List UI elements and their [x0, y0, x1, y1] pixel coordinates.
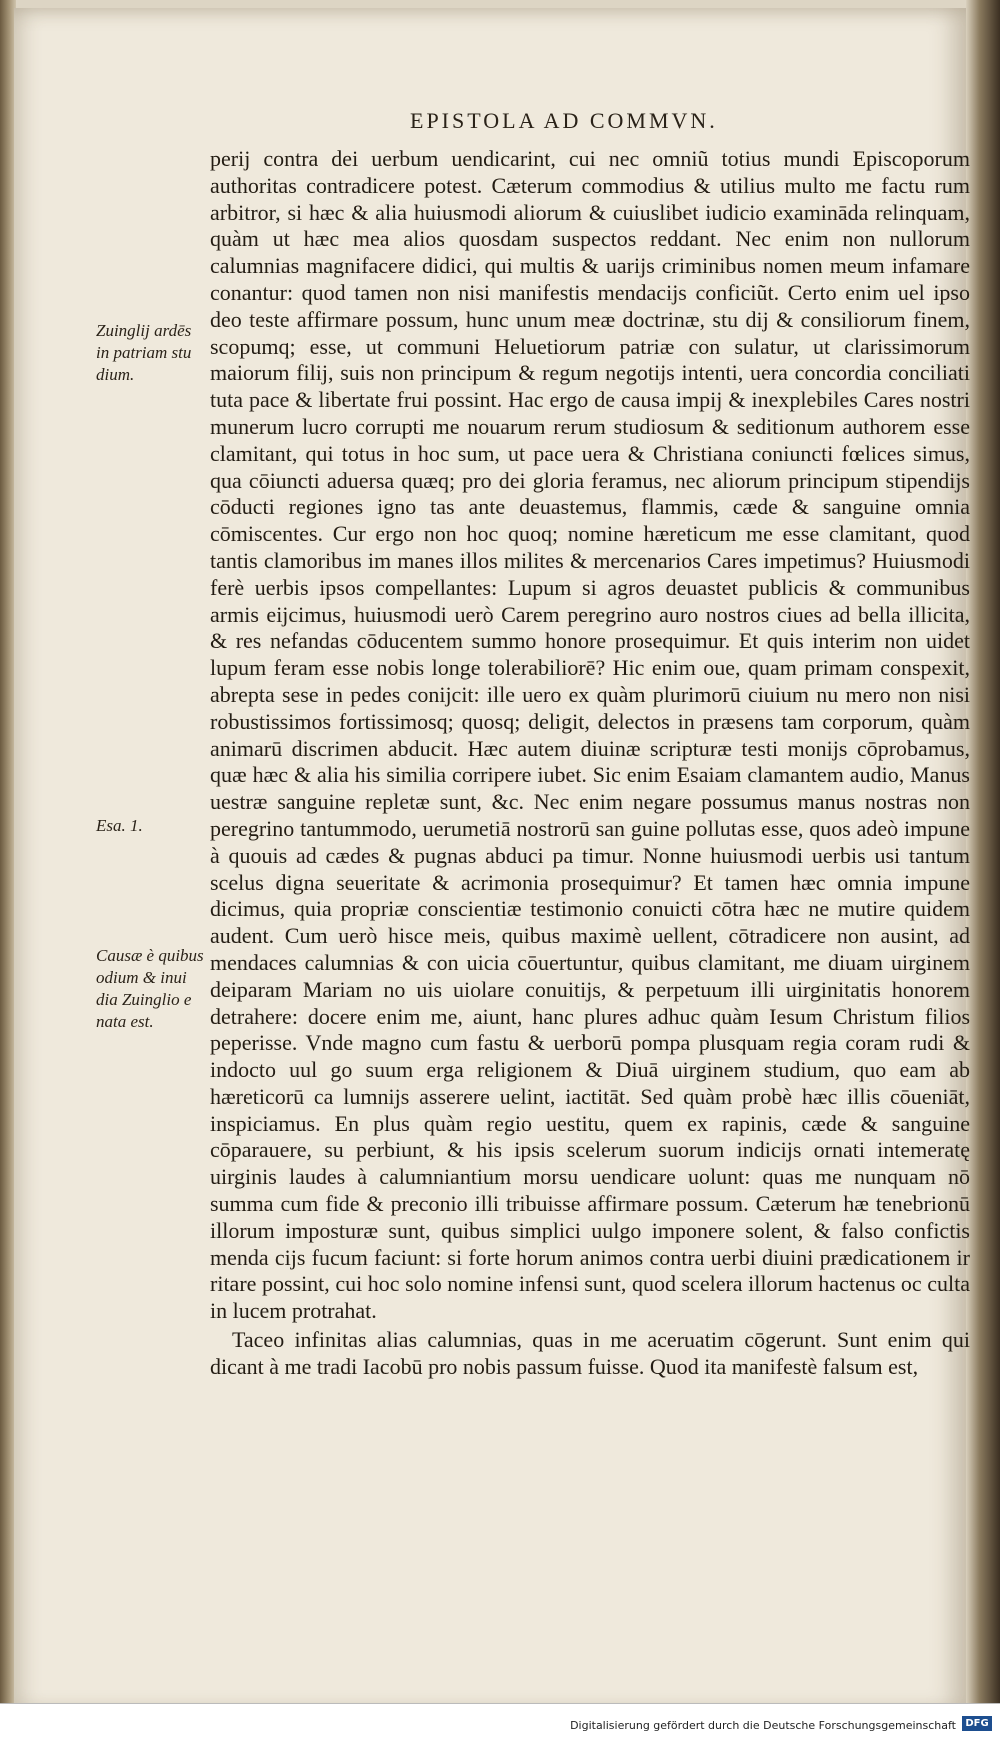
running-head: EPISTOLA AD COMMVN.: [410, 108, 718, 133]
margin-note-causae: Causæ è quibus odium & inui dia Zuinglio e nata est.: [96, 946, 204, 1031]
dfg-logo-icon: DFG: [962, 1716, 992, 1731]
book-edge-right: [966, 0, 1000, 1742]
main-text: [210, 146, 970, 1381]
footer-credit: Digitalisierung gefördert durch die Deutsche Forschungsgemeinschaft: [570, 1719, 956, 1732]
paragraph-1: perij contra dei uerbum uendicarint, cui nec omniũ totius mundi Episcoporum authoritas contradicere potest. Cæterum commodius & utilius multo me factu rum arbitror, si hæc & alia huiusmodi aliorum & cuiuslibet iudicio examināda relinquam, quàm ut hæc mea alios quosdam suspectos reddant. Nec enim non nullorum calumnias magnifacere didici, qui multis & uarijs criminibus nomen meum infamare conantur: quod tamen non nisi manifestis mendacijs conficiũt. Certo enim uel ipso deo teste affirmare possum, hunc unum meæ doctrinæ, stu dij & consiliorum finem, scopumq; esse, ut communi Heluetiorum patriæ con sulatur, ut clarissimorum maiorum filij, suis non principum & regum negotijs intenti, uera concordia conciliati tuta pace & libertate frui possint. Hac ergo de causa impij & inexplebiles Cares nostri munerum lucro corrupti me nouarum rerum studiosum & seditionum authorem esse clamitant, qui totus in hoc sum, ut pace uera & Christiana coniuncti fœlices simus, qua cōiuncti aduersa quæq; pro dei gloria feramus, nec aliorum principum stipendijs cōducti regiones igno tas ante deuastemus, flammis, cæde & sanguine omnia cōmiscentes. Cur ergo non hoc quoq; nomine hæreticum me esse clamitant, quod tantis clamoribus im manes illos milites & mercenarios Cares impetimus? Huiusmodi ferè uerbis ipsos compellantes: Lupum si agros deuastet publicis & communibus armis eijcimus, huiusmodi uerò Carem peregrino auro nostros ciues ad bella illicita, & res nefandas cōducentem summo honore prosequimur. Et quis interim non uidet lupum feram esse nobis longe tolerabiliorē? Hic enim oue, quam primam conspexit, abrepta sese in pedes conijcit: ille uero ex quàm plurimorū ciuium nu mero non nisi robustissimos fortissimosq; quosq; deligit, delectos in præsens tam corporum, quàm animarū discrimen abducit. Hæc autem diuinæ scripturæ testi monijs cōprobamus, quæ hæc & alia his similia corripere iubet. Sic enim Esaiam clamantem audio, Manus uestræ sanguine repletæ sunt, &c. Nec enim negare possumus manus nostras non peregrino tantummodo, uerumetiā nostrorū san guine pollutas esse, quos adeò impune à quouis ad cædes & pugnas abduci pa timur. Nonne huiusmodi uerbis usi tantum scelus digna seueritate & acrimonia prosequimur? Et tamen hæc omnia impune dicimus, quia propriæ conscientiæ testimonio conuicti cōtra hæc ne mutire quidem audent. Cum uerò hisce meis, quibus maximè uellent, cōtradicere non ausint, ad mendaces calumnias & con uicia cōuertuntur, quibus clamitant, me diuam uirginem deiparam Mariam no uis uiolare conuitijs, & perpetuum illi uirginitatis honorem detrahere: docere enim me, aiunt, hanc plures adhuc quàm Iesum Christum filios peperisse. Vnde magno cum fastu & uerborū pompa plusquam regia coram rudi & indocto uul go suum erga religionem & Diuā uirginem studium, quo eam ab hæreticorū ca lumnijs asserere uelint, iactitāt. Sed quàm probè hæc illis cōueniāt, inspiciamus. En plus quàm regio uestitu, quem ex rapinis, cæde & sanguine cōparauere, su perbiunt, & his ipsis scelerum suorum indicijs ornati intemeratę uirginis laudes à calumniantium morsu uendicare uolunt: quas me nunquam nō summa cum fide & preconio illi tribuisse affirmare possum. Cæterum hæ tenebrionū illorum imposturæ sunt, quibus simplici uulgo imponere solent, & falso confictis menda cijs fucum faciunt: si forte horum animos contra uerbi diuini prædicationem ir ritare possint, cui hoc solo nomine infensi sunt, quod scelera illorum hactenus oc culta in lucem protrahat.: [210, 146, 970, 1324]
paragraph-2: Taceo infinitas alias calumnias, quas in me aceruatim cōgerunt. Sunt enim qui dicant à me tradi Iacobū pro nobis passum fuisse. Quod ita manifestè falsum est,: [210, 1327, 970, 1379]
digitization-footer: [0, 1703, 1000, 1742]
margin-note-zuinglij: Zuinglij ardēs in patriam stu dium.: [96, 321, 192, 384]
margin-note-esaia: Esa. 1.: [96, 816, 143, 835]
